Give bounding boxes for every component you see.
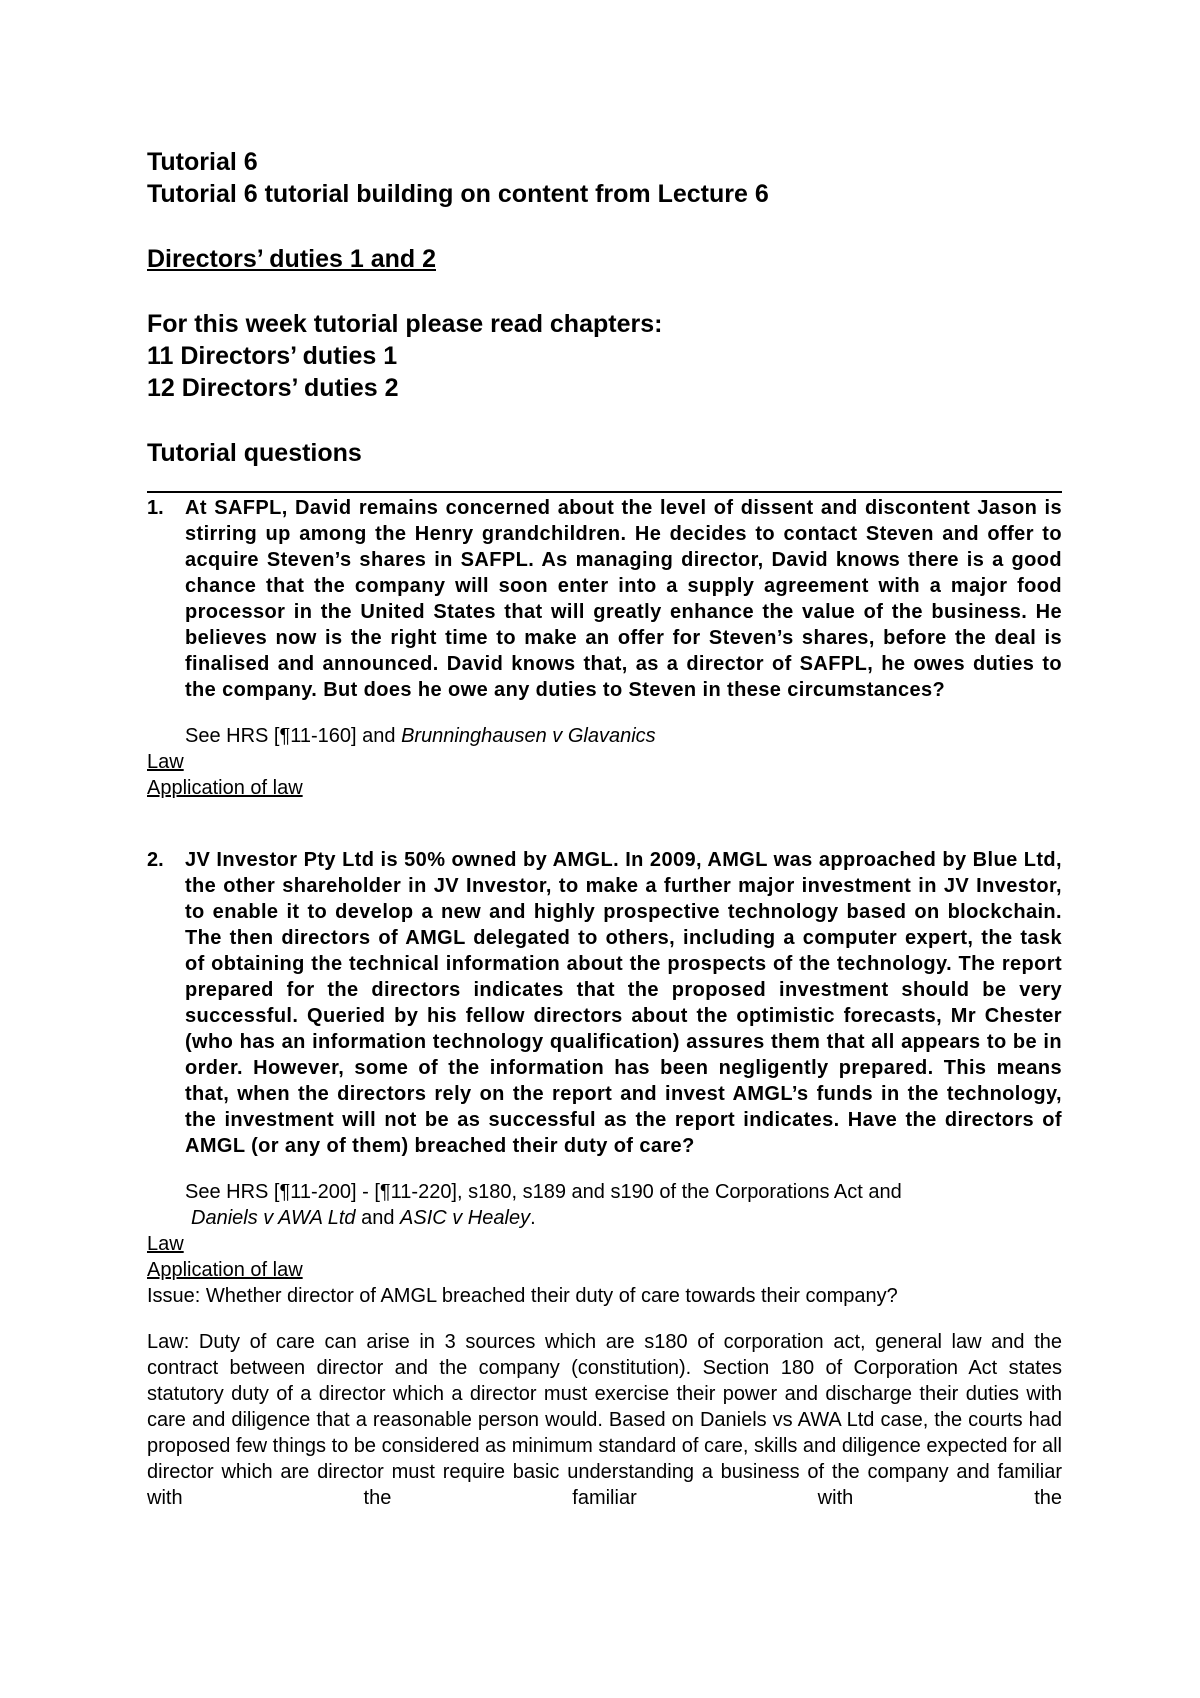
question-number: 1. (147, 497, 164, 519)
case-name: Daniels v AWA Ltd (191, 1207, 356, 1229)
reference-note: See HRS [¶11-200] - [¶11-220], s180, s189 and s190 of the Corporations Act and Daniels v AWA Ltd and ASIC v Healey. (185, 1181, 902, 1229)
questions-list-continued (147, 847, 1062, 1159)
questions-heading: Tutorial questions (147, 439, 362, 467)
questions-list (147, 495, 1062, 703)
question-number: 2. (147, 849, 164, 871)
topic-heading: Directors’ duties 1 and 2 (147, 245, 436, 273)
question-2 (147, 847, 1062, 1159)
application-of-law-link[interactable]: Application of law (147, 1259, 303, 1281)
law-paragraph: Law: Duty of care can arise in 3 sources which are s180 of corporation act, general law and the contract between director and the company (constitution). Section 180 of Corporation Act states statutory duty of a director which a director must exercise their power and discharge their duties with care and diligence that a reasonable person would. Based on Daniels vs AWA Ltd case, the courts had proposed few things to be considered as minimum standard of care, skills and diligence expected for all director which are director must require basic understanding a business of the company and familiar with the familiar with the (147, 1331, 1062, 1509)
question-text: At SAFPL, David remains concerned about the level of dissent and discontent Jason is stirring up among the Henry grandchildren. He decides to contact Steven and offer to acquire Steven’s shares in SAFPL. As managing director, David knows there is a good chance that the company will soon enter into a supply agreement with a major food processor in the United States that will greatly enhance the value of the business. He believes now is the right time to make an offer for Steven’s shares, before the deal is finalised and announced. David knows that, as a director of SAFPL, he owes duties to the company. But does he owe any duties to Steven in these circumstances? (185, 497, 1062, 701)
case-name: Brunninghausen v Glavanics (401, 725, 656, 747)
law-link[interactable]: Law (147, 1233, 184, 1255)
document-title: Tutorial 6 (147, 148, 258, 176)
question-1 (147, 495, 1062, 703)
section-divider (147, 491, 1062, 493)
reference-note: See HRS [¶11-160] and Brunninghausen v Glavanics (185, 725, 656, 747)
reading-intro: For this week tutorial please read chapters: (147, 310, 663, 338)
chapter-item: 12 Directors’ duties 2 (147, 374, 399, 402)
document-page (147, 146, 1062, 1511)
application-of-law-link[interactable]: Application of law (147, 777, 303, 799)
document-subtitle: Tutorial 6 tutorial building on content from Lecture 6 (147, 180, 769, 208)
case-name: ASIC v Healey (400, 1207, 531, 1229)
question-text: JV Investor Pty Ltd is 50% owned by AMGL. In 2009, AMGL was approached by Blue Ltd, the other shareholder in JV Investor, to make a further major investment in JV Investor, to enable it to develop a new and highly prospective technology based on blockchain. The then directors of AMGL delegated to others, including a computer expert, the task of obtaining the technical information about the prospects of the technology. The report prepared for the directors indicates that the proposed investment should be very successful. Queried by his fellow directors about the optimistic forecasts, Mr Chester (who has an information technology qualification) assures them that all appears to be in order. However, some of the information has been negligently prepared. This means that, when the directors rely on the report and invest AMGL’s funds in the technology, the investment will not be as successful as the report indicates. Have the directors of AMGL (or any of them) breached their duty of care? (185, 849, 1062, 1157)
chapter-item: 11 Directors’ duties 1 (147, 342, 398, 370)
issue-statement: Issue: Whether director of AMGL breached their duty of care towards their company? (147, 1285, 898, 1307)
law-link[interactable]: Law (147, 751, 184, 773)
